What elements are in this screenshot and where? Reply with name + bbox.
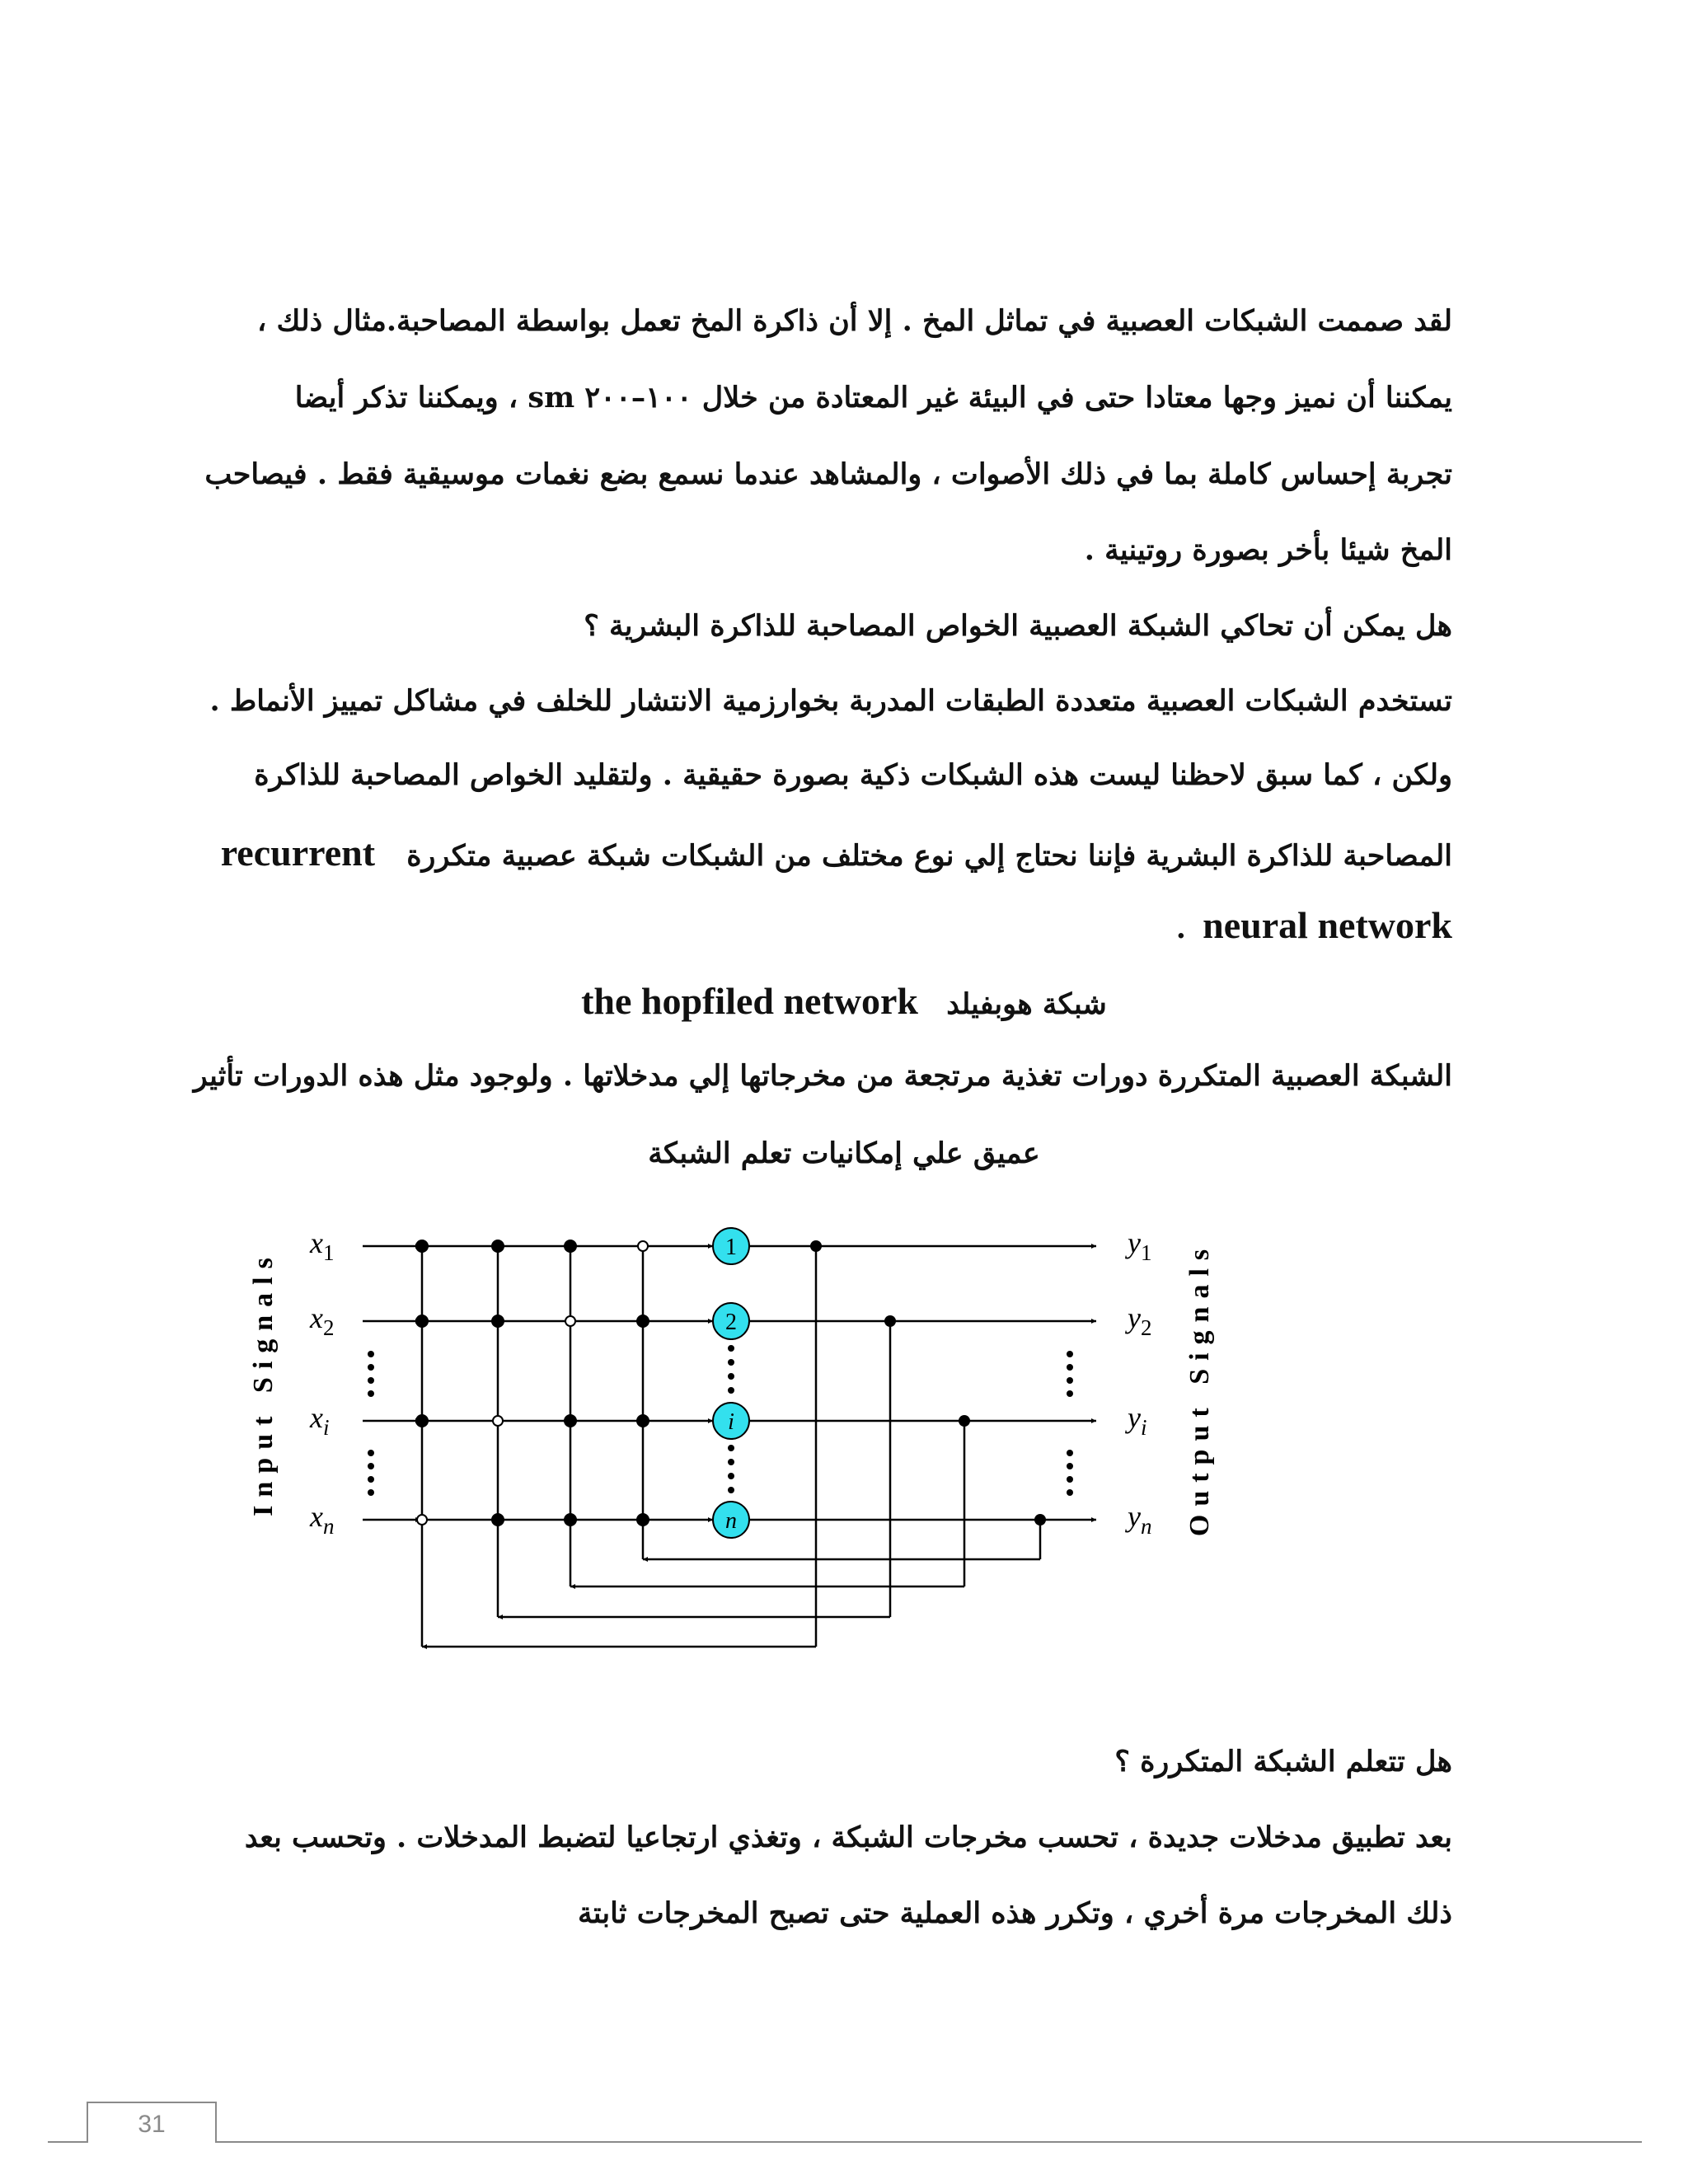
output-ellipsis-a-3 (1067, 1377, 1073, 1384)
junction-dot-1-1 (416, 1240, 428, 1252)
paragraph1-line3: تجربة إحساس كاملة بما في ذلك الأصوات ، والمشاهد عندما نسمع بضع نغمات موسيقية فقط . فيصاحب (204, 457, 1452, 491)
paragraph4-line1: بعد تطبيق مدخلات جديدة ، تحسب مخرجات الشبكة ، وتغذي ارتجاعيا لتضبط المدخلات . وتحسب بعد (244, 1821, 1452, 1854)
output-ellipsis-b-1 (1067, 1450, 1073, 1456)
output-ellipsis-b-3 (1067, 1476, 1073, 1483)
paragraph2-line3 (221, 834, 1452, 872)
output-tap-dot-1 (810, 1240, 822, 1252)
junction-dot-3-1 (565, 1240, 576, 1252)
neuron-label-2: 2 (725, 1310, 737, 1335)
hollow-junction-2-3 (493, 1416, 503, 1426)
input-ellipsis-a-1 (368, 1351, 374, 1357)
input-ellipsis-a-2 (368, 1364, 374, 1371)
heading-english: the hopfiled network (581, 980, 919, 1022)
question1: هل يمكن أن تحاكي الشبكة العصبية الخواص المصاحبة للذاكرة البشرية ؟ (584, 609, 1452, 643)
paragraph1-line2: يمكننا أن نميز وجها معتادا حتى في البيئة غير المعتادة من خلال ١٠٠–٢٠٠ sm ، ويمكننا تذكر أيضا (294, 381, 1452, 415)
output-ellipsis-b-4 (1067, 1489, 1073, 1496)
neuron-ellipsis-b-3 (728, 1473, 734, 1479)
neuron-ellipsis-a-3 (728, 1373, 734, 1380)
footer-rule-left (48, 2141, 87, 2143)
input-signals-title: Input Signals (248, 1249, 279, 1516)
neuron-ellipsis-b-2 (728, 1459, 734, 1465)
question2: هل تتعلم الشبكة المتكررة ؟ (1114, 1745, 1452, 1779)
neuron-label-3: i (728, 1409, 734, 1435)
junction-dot-2-1 (492, 1240, 504, 1252)
junction-dot-2-2 (492, 1315, 504, 1327)
output-ellipsis-a-2 (1067, 1364, 1073, 1371)
output-ellipsis-a-4 (1067, 1390, 1073, 1397)
junction-dot-4-4 (637, 1514, 649, 1526)
output-tap-dot-4 (1034, 1514, 1046, 1526)
neuron-label-1: 1 (725, 1235, 737, 1260)
paragraph3-line2: عميق علي إمكانيات تعلم الشبكة (648, 1137, 1040, 1170)
paragraph1-line1: لقد صممت الشبكات العصبية في تماثل المخ . إلا أن ذاكرة المخ تعمل بواسطة المصاحبة.مثال ذلك ، (257, 304, 1452, 338)
neuron-ellipsis-b-4 (728, 1487, 734, 1493)
neuron-ellipsis-a-2 (728, 1359, 734, 1366)
junction-dot-3-3 (565, 1415, 576, 1427)
paragraph2-line2: ولكن ، كما سبق لاحظنا ليست هذه الشبكات ذكية بصورة حقيقية . ولتقليد الخواص المصاحبة للذاكرة (254, 758, 1452, 792)
input-ellipsis-b-3 (368, 1476, 374, 1483)
input-ellipsis-b-1 (368, 1450, 374, 1456)
junction-dot-4-3 (637, 1415, 649, 1427)
section-heading (0, 982, 1688, 1020)
input-label-1: $x_1$ (310, 1226, 335, 1265)
hollow-junction-1-4 (417, 1515, 427, 1525)
junction-dot-2-4 (492, 1514, 504, 1526)
neuron-ellipsis-b-1 (728, 1445, 734, 1451)
paragraph2-line4-text: . (1175, 912, 1186, 945)
junction-dot-3-4 (565, 1514, 576, 1526)
footer-rule-right (216, 2141, 1642, 2143)
input-ellipsis-b-4 (368, 1489, 374, 1496)
paragraph3-line1: الشبكة العصبية المتكررة دورات تغذية مرتجعة من مخرجاتها إلي مدخلاتها . ولوجود مثل هذه الدورات تأثير (193, 1059, 1452, 1093)
term-recurrent: recurrent (220, 832, 376, 874)
paragraph1-line4: المخ شيئا بأخر بصورة روتينية . (1084, 533, 1452, 567)
input-label-4: $x_n$ (310, 1500, 335, 1539)
junction-dot-1-3 (416, 1415, 428, 1427)
neuron-ellipsis-a-4 (728, 1387, 734, 1394)
input-ellipsis-a-3 (368, 1377, 374, 1384)
output-label-3: $y_i$ (1128, 1401, 1147, 1440)
output-tap-dot-3 (959, 1415, 970, 1427)
hopfield-network-diagram (231, 1212, 1236, 1673)
input-label-2: $x_2$ (310, 1301, 335, 1340)
output-label-1: $y_1$ (1128, 1226, 1152, 1265)
input-ellipsis-b-2 (368, 1463, 374, 1469)
hollow-junction-3-2 (565, 1316, 575, 1326)
output-label-2: $y_2$ (1128, 1301, 1152, 1340)
heading-arabic: شبكة هوبفيلد (946, 987, 1107, 1021)
paragraph4-line2: ذلك المخرجات مرة أخري ، وتكرر هذه العملية حتى تصبح المخرجات ثابتة (578, 1896, 1452, 1930)
neuron-label-4: n (725, 1508, 737, 1534)
term-neural-network: neural network (1203, 904, 1452, 946)
paragraph2-line3-text: المصاحبة للذاكرة البشرية فإننا نحتاج إلي نوع مختلف من الشبكات شبكة عصبية متكررة (406, 839, 1452, 873)
input-label-3: $x_i$ (310, 1401, 330, 1440)
output-ellipsis-b-2 (1067, 1463, 1073, 1469)
neuron-ellipsis-a-1 (728, 1345, 734, 1352)
junction-dot-1-2 (416, 1315, 428, 1327)
page-number: 31 (87, 2102, 217, 2143)
junction-dot-4-2 (637, 1315, 649, 1327)
output-tap-dot-2 (884, 1315, 896, 1327)
output-label-4: $y_n$ (1128, 1500, 1152, 1539)
hollow-junction-4-1 (638, 1241, 648, 1251)
output-ellipsis-a-1 (1067, 1351, 1073, 1357)
output-signals-title: Output Signals (1184, 1240, 1215, 1537)
paragraph2-line4 (1175, 904, 1452, 946)
paragraph2-line1: تستخدم الشبكات العصبية متعددة الطبقات المدربة بخوارزمية الانتشار للخلف في مشاكل تمييز الأنماط . (209, 684, 1452, 718)
input-ellipsis-a-4 (368, 1390, 374, 1397)
